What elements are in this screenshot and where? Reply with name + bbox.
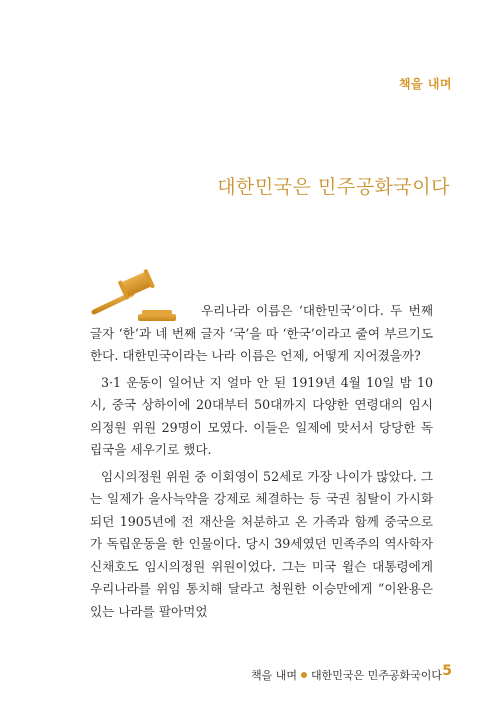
running-header-section-label: 책을 내며 [398,77,452,91]
page-number: 5 [442,663,452,679]
bullet-dot-icon [301,672,307,678]
footer-section-label: 책을 내며 [250,669,297,682]
paragraph-2: 3·1 운동이 일어난 지 얼마 안 된 1919년 4월 10일 밤 10시, 중국 상하이에 20대부터 50대까지 다양한 연령대의 임시의정원 위원 29명이 모였다. 이들은 일제에 맞서서 당당한 독립국을 세우기로 했다. [90,374,433,457]
paragraph-3: 임시의정원 위원 중 이회영이 52세로 가장 나이가 많았다. 그는 일제가 을사늑약을 강제로 체결하는 등 국권 침탈이 가시화되던 1905년에 전 재산을 처분하고 온 가족과 함께 중국으로 가 독립운동을 한 인물이다. 당시 39세였던 민족주의 역사학자 신채호도 임시의정원 위원이었다. 그는 미국 윌슨 대통령에게 우리나라를 위임 통치해 달라고 청원한 이승만에게 “이완용은 있는 나라를 팔아먹었 [90,468,433,619]
paragraph-1: 우리나라 이름은 ‘대한민국’이다. 두 번째 글자 ‘한’과 네 번째 글자 ‘국’을 따 ‘한국’이라고 줄여 부르기도 한다. 대한민국이라는 나라 이름은 언제, 어떻게 지어졌을까? [90,303,433,363]
footer-chapter-title: 대한민국은 민주공화국이다 [310,669,442,682]
chapter-title: 대한민국은 민주공화국이다 [217,176,450,198]
body-text [90,300,433,623]
page-footer [251,667,442,683]
